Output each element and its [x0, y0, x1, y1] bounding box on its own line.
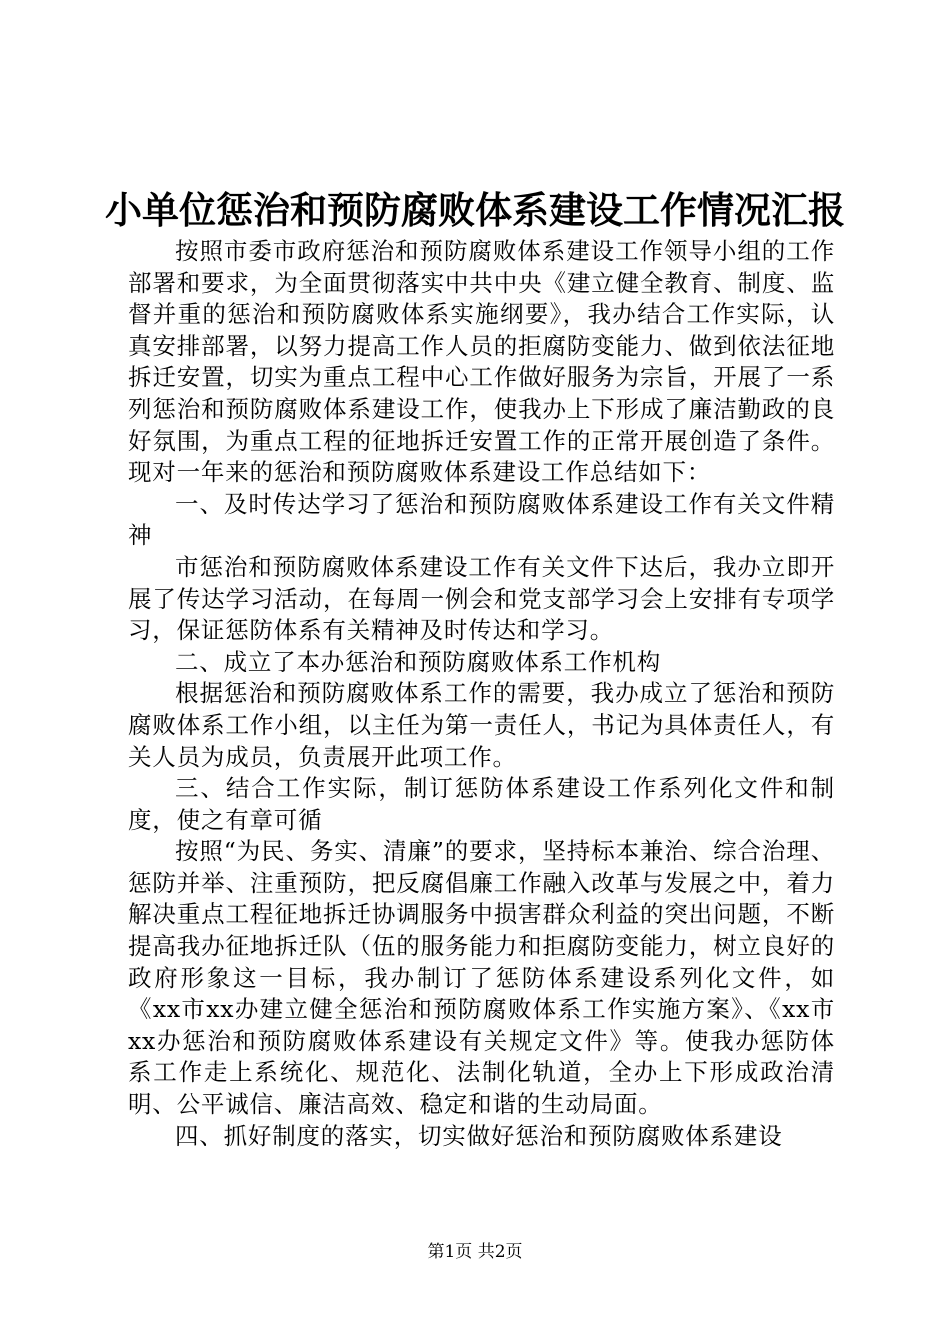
paragraph-section-2: 根据惩治和预防腐败体系工作的需要，我办成立了惩治和预防腐败体系工作小组，以主任为第一责任人，书记为具体责任人，有关人员为成员，负责展开此项工作。: [128, 679, 835, 771]
paragraph-section-3: 按照“为民、务实、清廉”的要求，坚持标本兼治、综合治理、惩防并举、注重预防，把反腐倡廉工作融入改革与发展之中，着力解决重点工程征地拆迁协调服务中损害群众利益的突出问题，不断提高我办征地拆迁队（伍的服务能力和拒腐防变能力，树立良好的政府形象这一目标，我办制订了惩防体系建设系列化文件，如《xx市xx办建立健全惩治和预防腐败体系工作实施方案》、《xx市xx办惩治和预防腐败体系建设有关规定文件》等。使我办惩防体系工作走上系统化、规范化、法制化轨道，全办上下形成政治清明、公平诚信、廉洁高效、稳定和谐的生动局面。: [128, 837, 835, 1119]
page-number-footer: 第1页 共2页: [427, 1242, 523, 1262]
document-body: [128, 236, 835, 1152]
section-heading-2: 二、成立了本办惩治和预防腐败体系工作机构: [175, 647, 661, 676]
section-heading-4: 四、抓好制度的落实，切实做好惩治和预防腐败体系建设: [175, 1121, 783, 1150]
section-heading-1: 一、及时传达学习了惩治和预防腐败体系建设工作有关文件精神: [128, 489, 835, 550]
paragraph-intro: 按照市委市政府惩治和预防腐败体系建设工作领导小组的工作部署和要求，为全面贯彻落实中共中央《建立健全教育、制度、监督并重的惩治和预防腐败体系实施纲要》，我办结合工作实际，认真安排部署，以努力提高工作人员的拒腐防变能力、做到依法征地拆迁安置，切实为重点工程中心工作做好服务为宗旨，开展了一系列惩治和预防腐败体系建设工作，使我办上下形成了廉洁勤政的良好氛围，为重点工程的征地拆迁安置工作的正常开展创造了条件。现对一年来的惩治和预防腐败体系建设工作总结如下：: [128, 237, 835, 487]
section-heading-3: 三、结合工作实际，制订惩防体系建设工作系列化文件和制度，使之有章可循: [128, 774, 835, 834]
paragraph-section-1: 市惩治和预防腐败体系建设工作有关文件下达后，我办立即开展了传达学习活动，在每周一例会和党支部学习会上安排有专项学习，保证惩防体系有关精神及时传达和学习。: [128, 552, 835, 645]
document-title: 小单位惩治和预防腐败体系建设工作情况汇报: [105, 188, 845, 232]
